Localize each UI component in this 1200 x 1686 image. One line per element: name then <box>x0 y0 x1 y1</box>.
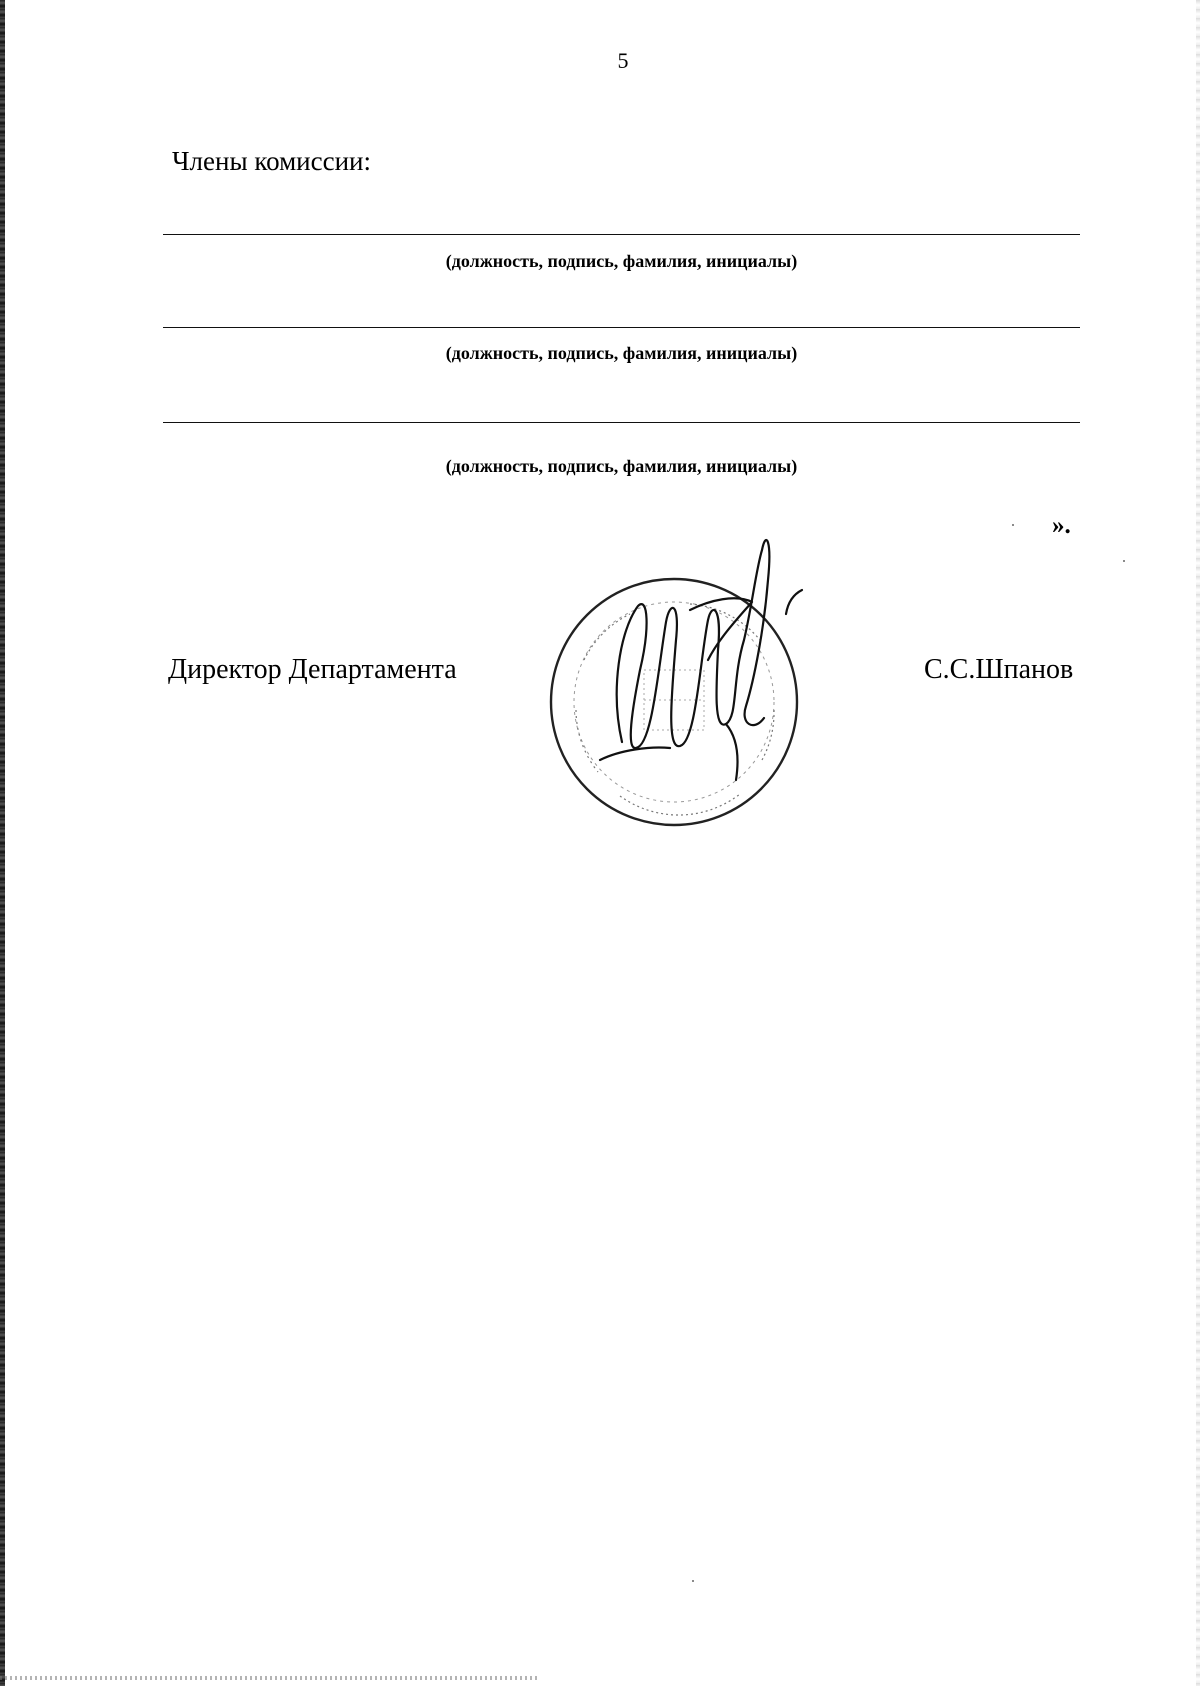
scan-speck <box>1123 560 1125 562</box>
scan-speck <box>692 1580 694 1582</box>
stamp-outer-ring <box>551 579 797 825</box>
signature-stroke-1 <box>617 604 726 748</box>
signature-caption-1: (должность, подпись, фамилия, инициалы) <box>445 251 798 271</box>
signature-line-2 <box>163 327 1080 328</box>
signature-stroke-5 <box>786 590 802 614</box>
commission-members-heading: Члены комиссии: <box>172 146 371 176</box>
signature-stroke-2 <box>726 540 769 725</box>
seal-with-signature-icon <box>540 510 860 840</box>
scan-speck <box>1012 524 1014 526</box>
scan-edge-bottom <box>0 1676 540 1680</box>
signature-stroke-4 <box>726 724 738 780</box>
director-name: С.С.Шпанов <box>924 654 1074 685</box>
stamp-inner-ring <box>574 602 774 802</box>
signature-caption-2: (должность, подпись, фамилия, инициалы) <box>445 343 798 363</box>
scan-edge-left <box>0 0 5 1686</box>
signature-stroke-6 <box>600 748 670 761</box>
signature-stroke-3 <box>690 598 752 660</box>
signature-line-1 <box>163 234 1080 235</box>
page-number: 5 <box>617 48 629 73</box>
director-title: Директор Департамента <box>168 654 457 685</box>
signature-line-3 <box>163 422 1080 423</box>
signature-caption-3: (должность, подпись, фамилия, инициалы) <box>445 456 798 476</box>
closing-quote: ». <box>1052 512 1071 539</box>
scan-edge-right <box>1196 0 1200 1686</box>
